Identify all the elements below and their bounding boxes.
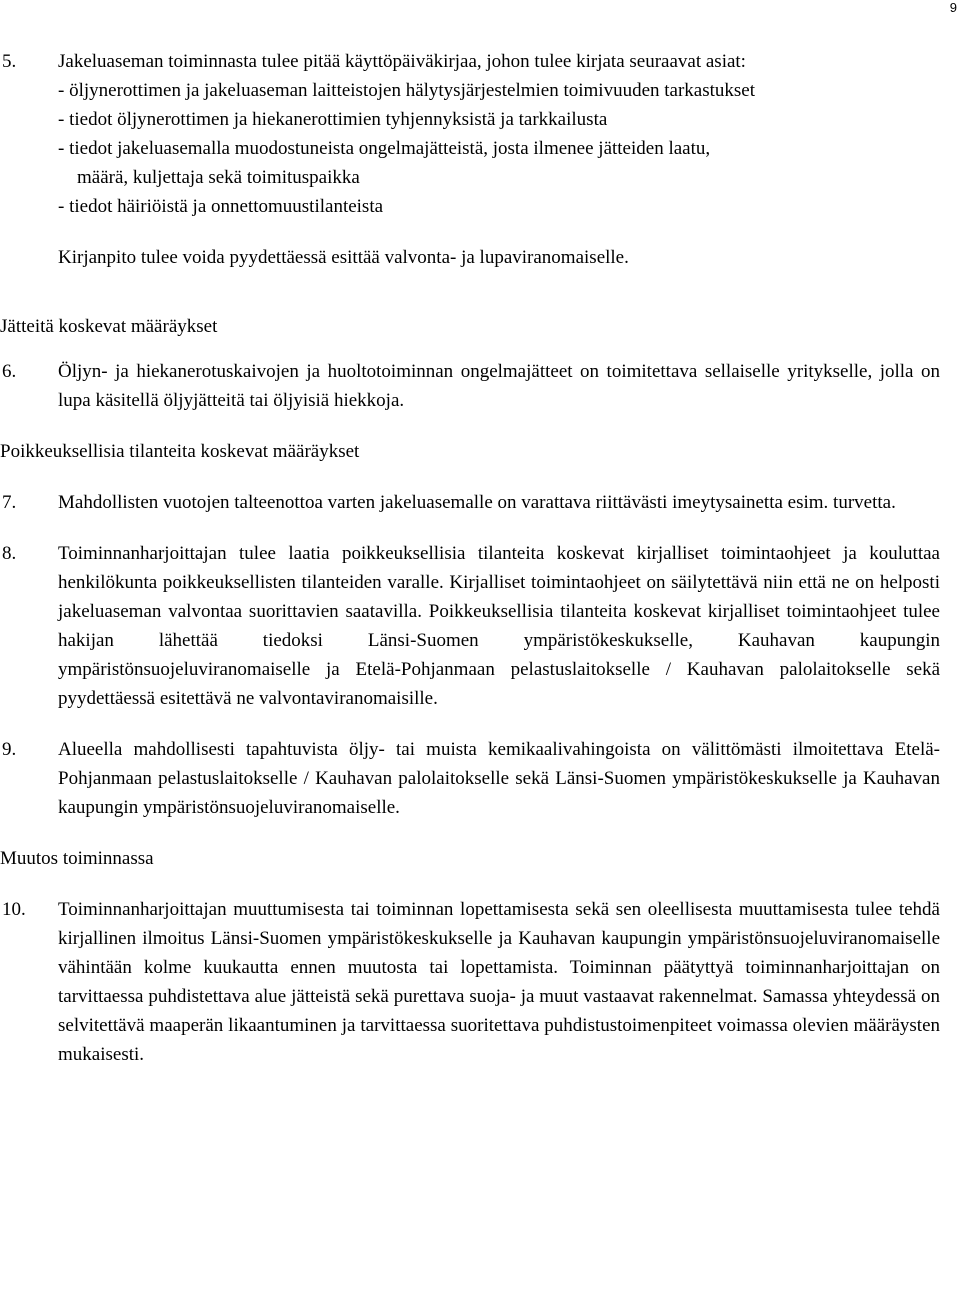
item-5-intro: Jakeluaseman toiminnasta tulee pitää käyttöpäiväkirjaa, johon tulee kirjata seuraavat asiat: <box>58 51 746 72</box>
item-5-closing: Kirjanpito tulee voida pyydettäessä esittää valvonta- ja lupaviranomaiselle. <box>58 247 629 268</box>
regulation-item-8 <box>0 539 940 713</box>
regulation-item-7 <box>0 488 940 517</box>
item-number: 7. <box>2 492 17 513</box>
list-item: - öljynerottimen ja jakeluaseman laitteistojen hälytysjärjestelmien toimivuuden tarkastukset <box>58 80 756 101</box>
item-body: Mahdollisten vuotojen talteenottoa varten jakeluasemalle on varattava riittävästi imeytysainetta esim. turvetta. <box>58 492 896 513</box>
item-number: 6. <box>2 361 17 382</box>
section-heading-change: Muutos toiminnassa <box>0 848 154 869</box>
item-body: Öljyn- ja hiekanerotuskaivojen ja huoltotoiminnan ongelmajätteet on toimitettava sellaiselle yritykselle, jolla on lupa käsitellä öljyjätteitä tai öljyisiä hiekkoja. <box>58 361 940 411</box>
list-item: - tiedot öljynerottimen ja hiekanerottimien tyhjennyksistä ja tarkkailusta <box>58 109 608 130</box>
item-number: 8. <box>2 543 17 564</box>
regulation-item-10 <box>0 895 940 1069</box>
item-body: Toiminnanharjoittajan muuttumisesta tai toiminnan lopettamisesta sekä sen oleellisesta muuttamisesta tulee tehdä kirjallinen ilmoitus Länsi-Suomen ympäristökeskukselle ja Kauhavan kaupungin ympäristönsuojeluviranomaiselle vähintään kolme kuukautta ennen muutosta tai lopettamista. Toiminnan päätyttyä toiminnanharjoittajan on tarvittaessa puhdistettava alue jätteistä sekä purettava suoja- ja muut vastaavat rakennelmat. Samassa yhteydessä on selvitettävä maaperän likaantuminen ja tarvittaessa suoritettava puhdistustoimenpiteet voimassa olevien määräysten mukaisesti. <box>58 899 940 1065</box>
regulation-item-9 <box>0 735 940 822</box>
item-number: 9. <box>2 739 17 760</box>
regulation-item-5 <box>0 47 940 221</box>
list-item-continuation: määrä, kuljettaja sekä toimituspaikka <box>77 167 360 188</box>
regulation-item-6 <box>0 357 940 415</box>
section-heading-waste: Jätteitä koskevat määräykset <box>0 316 218 337</box>
section-heading-exceptional: Poikkeuksellisia tilanteita koskevat määräykset <box>0 441 360 462</box>
list-item: - tiedot jakeluasemalla muodostuneista ongelmajätteistä, josta ilmenee jätteiden laatu, <box>58 138 711 159</box>
list-item: - tiedot häiriöistä ja onnettomuustilanteista <box>58 196 384 217</box>
item-number: 10. <box>2 899 26 920</box>
document-body <box>0 47 940 1069</box>
item-body: Toiminnanharjoittajan tulee laatia poikkeuksellisia tilanteita koskevat kirjalliset toimintaohjeet ja kouluttaa henkilökunta poikkeuksellisten tilanteiden varalle. Kirjalliset toimintaohjeet on säilytettävä niin että ne on helposti jakeluaseman valvontaa suorittavien saatavilla. Poikkeuksellisia tilanteita koskevat kirjalliset toimintaohjeet tulee hakijan lähettää tiedoksi Länsi-Suomen ympäristökeskukselle, Kauhavan kaupungin ympäristönsuojeluviranomaiselle ja Etelä-Pohjanmaan pelastuslaitokselle / Kauhavan palolaitokselle sekä pyydettäessä esitettävä ne valvontaviranomaisille. <box>58 543 940 709</box>
item-number: 5. <box>2 51 17 72</box>
item-body <box>58 47 940 221</box>
page-number: 9 <box>949 0 957 15</box>
item-body: Alueella mahdollisesti tapahtuvista öljy- tai muista kemikaalivahingoista on välittömästi ilmoitettava Etelä-Pohjanmaan pelastuslaitokselle / Kauhavan palolaitokselle sekä Länsi-Suomen ympäristökeskukselle ja Kauhavan kaupungin ympäristönsuojeluviranomaiselle. <box>58 739 940 818</box>
